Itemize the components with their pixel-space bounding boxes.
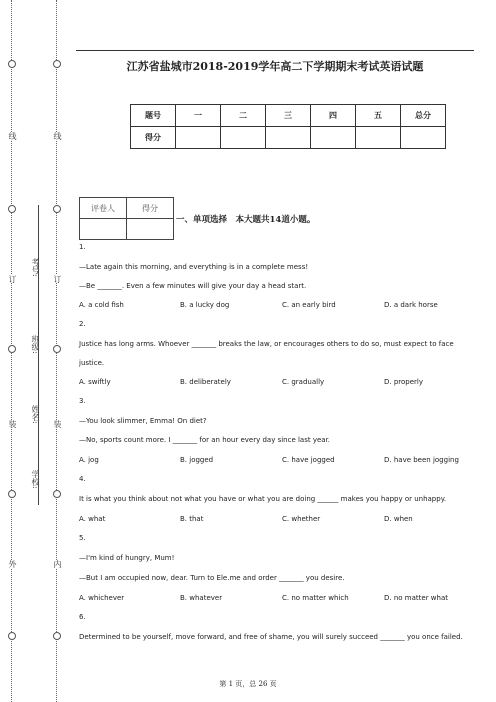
score-input-cell[interactable] [176,127,221,149]
question-number: 6. [79,613,86,621]
answer-option[interactable]: B. whatever [180,594,223,602]
score-header-cell: 题号 [131,105,176,127]
score-header-cell: 总分 [401,105,446,127]
binding-hole-circle [53,205,61,213]
question-number: 3. [79,397,86,405]
score-input-cell[interactable] [356,127,401,149]
question-number: 5. [79,534,86,542]
header-rule [76,50,474,51]
question-line: —You look slimmer, Emma! On diet? [79,417,207,425]
answer-option[interactable]: D. have been jogging [384,456,459,464]
score-header-cell: 三 [266,105,311,127]
question-line: —But I am occupied now, dear. Turn to Ele.me and order _______ you desire. [79,574,345,582]
exam-number-field-label: 考号: [31,258,40,277]
score-row-label: 得分 [131,127,176,149]
name-field-label: 姓名: [31,405,40,424]
score-header-cell: 二 [221,105,266,127]
answer-option[interactable]: C. whether [282,515,321,523]
section-heading: 一、单项选择 本大题共14道小题。 [176,215,316,225]
binding-hole-circle [53,60,61,68]
binding-outer-label: 线 [8,132,17,140]
grader-score-label: 得分 [127,198,174,219]
answer-option[interactable]: A. whichever [79,594,125,602]
page-footer: 第 1 页，总 26 页 [219,680,277,688]
grader-score-input-cell[interactable] [127,219,174,240]
answer-option[interactable]: D. a dark horse [384,301,438,309]
answer-option[interactable]: D. no matter what [384,594,448,602]
binding-hole-circle [53,345,61,353]
answer-option[interactable]: D. properly [384,378,424,386]
binding-inner-label: 订 [53,275,62,283]
question-number: 4. [79,475,86,483]
binding-outer-label: 订 [8,275,17,283]
score-table [130,104,446,149]
binding-outer-label: 装 [8,420,17,428]
answer-option[interactable]: B. deliberately [180,378,231,386]
answer-option[interactable]: D. when [384,515,413,523]
answer-option[interactable]: B. jogged [180,456,214,464]
binding-inner-label: 内 [53,560,62,568]
binding-hole-circle [8,490,16,498]
score-table-header-row [131,105,446,127]
question-line: Justice has long arms. Whoever _______ breaks the law, or encourages others to do so, must expect to face [79,340,454,348]
question-line: It is what you think about not what you have or what you are doing ______ makes you happy or unhappy. [79,495,447,503]
binding-hole-circle [8,60,16,68]
binding-hole-circle [8,632,16,640]
class-field-label: 班级: [31,335,40,354]
score-input-cell[interactable] [401,127,446,149]
answer-option[interactable]: A. swiftly [79,378,111,386]
page-title: 江苏省盐城市2018-2019学年高二下学期期末考试英语试题 [126,60,424,73]
answer-option[interactable]: B. that [180,515,204,523]
score-input-cell[interactable] [266,127,311,149]
grader-table [79,197,174,240]
score-input-cell[interactable] [311,127,356,149]
answer-option[interactable]: A. jog [79,456,99,464]
binding-hole-circle [53,490,61,498]
binding-hole-circle [53,632,61,640]
answer-option[interactable]: C. no matter which [282,594,349,602]
score-header-cell: 五 [356,105,401,127]
answer-option[interactable]: C. an early bird [282,301,336,309]
binding-hole-circle [8,205,16,213]
answer-option[interactable]: A. a cold fish [79,301,124,309]
question-line: —No, sports count more. I _______ for an hour every day since last year. [79,436,331,444]
score-header-cell: 四 [311,105,356,127]
question-line: —I'm kind of hungry, Mum! [79,554,175,562]
grader-label: 评卷人 [80,198,127,219]
binding-inner-label: 线 [53,132,62,140]
fill-in-underline [38,205,39,505]
binding-outer-label: 外 [8,560,17,568]
answer-option[interactable]: A. what [79,515,106,523]
question-line: justice. [79,359,105,367]
score-table-row [131,127,446,149]
grader-input-cell[interactable] [80,219,127,240]
answer-option[interactable]: C. have jogged [282,456,335,464]
question-line: —Late again this morning, and everything is in a complete mess! [79,263,309,271]
school-field-label: 学校: [31,470,40,489]
answer-option[interactable]: C. gradually [282,378,325,386]
question-number: 2. [79,320,86,328]
question-line: —Be _______. Even a few minutes will give your day a head start. [79,282,307,290]
answer-option[interactable]: B. a lucky dog [180,301,230,309]
score-input-cell[interactable] [221,127,266,149]
binding-inner-label: 装 [53,420,62,428]
question-line: Determined to be yourself, move forward, and free of shame, you will surely succeed _______ you once failed. [79,633,463,641]
binding-hole-circle [8,345,16,353]
score-header-cell: 一 [176,105,221,127]
question-number: 1. [79,243,86,251]
